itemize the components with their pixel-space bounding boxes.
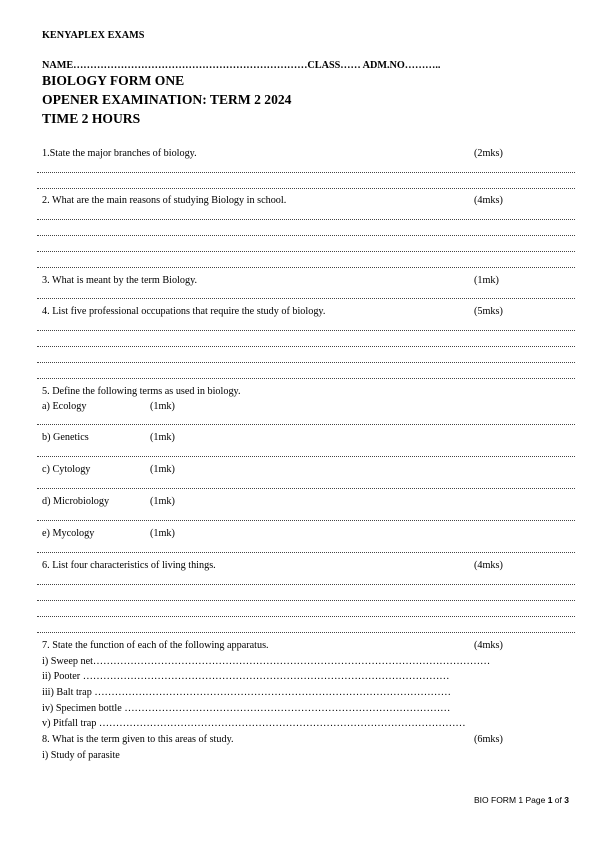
answer-line: [37, 251, 575, 252]
question-8-marks: (6mks): [474, 734, 503, 745]
question-3: 3. What is meant by the term Biology.: [42, 275, 198, 286]
q7-specimen-bottle: iv) Specimen bottle ……………………………………………………………………………………: [42, 703, 451, 714]
q7-balt-trap: iii) Balt trap ……………………………………………………………………………………………: [42, 687, 451, 698]
question-2: 2. What are the main reasons of studying Biology in school.: [42, 195, 287, 206]
q5-term-microbiology: d) Microbiology: [42, 496, 110, 507]
page-footer: [474, 795, 569, 805]
answer-line: [37, 235, 575, 236]
answer-line: [37, 616, 575, 617]
question-2-marks: (4mks): [474, 195, 503, 206]
footer-page-total: 3: [564, 795, 569, 805]
question-4: 4. List five professional occupations that require the study of biology.: [42, 306, 326, 317]
question-6: 6. List four characteristics of living things.: [42, 560, 216, 571]
answer-line: [37, 219, 575, 220]
q7-pitfall-trap: v) Pitfall trap ………………………………………………………………………………………………: [42, 718, 466, 729]
question-3-marks: (1mk): [474, 275, 499, 286]
q5-term-marks: (1mk): [150, 401, 175, 412]
answer-line: [37, 584, 575, 585]
q5-term-marks: (1mk): [150, 432, 175, 443]
exam-subtitle: OPENER EXAMINATION: TERM 2 2024: [42, 92, 292, 107]
footer-of: of: [552, 795, 565, 805]
exam-title: BIOLOGY FORM ONE: [42, 73, 185, 88]
student-details-line: NAME……………………………………………………………CLASS…… ADM.NO………..: [42, 60, 441, 71]
answer-line: [37, 488, 575, 489]
footer-prefix: BIO FORM 1 Page: [474, 795, 548, 805]
answer-line: [37, 600, 575, 601]
q5-term-marks: (1mk): [150, 496, 175, 507]
q5-term-marks: (1mk): [150, 464, 175, 475]
answer-line: [37, 172, 575, 173]
answer-line: [37, 267, 575, 268]
answer-line: [37, 520, 575, 521]
answer-line: [37, 188, 575, 189]
footer-page-number: 1: [547, 795, 553, 805]
exam-org: KENYAPLEX EXAMS: [42, 30, 145, 41]
q7-pooter: ii) Pooter ………………………………………………………………………………………………: [42, 671, 450, 682]
q5-term-marks: (1mk): [150, 528, 175, 539]
question-7-marks: (4mks): [474, 640, 503, 651]
question-8: 8. What is the term given to this areas of study.: [42, 734, 234, 745]
q5-term-ecology: a) Ecology: [42, 401, 87, 412]
answer-line: [37, 456, 575, 457]
answer-line: [37, 632, 575, 633]
answer-line: [37, 378, 575, 379]
question-1: 1.State the major branches of biology.: [42, 148, 197, 159]
q5-term-cytology: c) Cytology: [42, 464, 91, 475]
answer-line: [37, 552, 575, 553]
exam-duration: TIME 2 HOURS: [42, 111, 141, 126]
question-5: 5. Define the following terms as used in biology.: [42, 386, 241, 397]
q5-term-mycology: e) Mycology: [42, 528, 95, 539]
question-7: 7. State the function of each of the following apparatus.: [42, 640, 269, 651]
answer-line: [37, 424, 575, 425]
q8-parasite: i) Study of parasite: [42, 750, 120, 761]
q7-sweep-net: i) Sweep net………………………………………………………………………………………………………: [42, 656, 491, 667]
answer-line: [37, 330, 575, 331]
question-6-marks: (4mks): [474, 560, 503, 571]
answer-line: [37, 346, 575, 347]
answer-line: [37, 362, 575, 363]
answer-line: [37, 298, 575, 299]
q5-term-genetics: b) Genetics: [42, 432, 89, 443]
question-4-marks: (5mks): [474, 306, 503, 317]
question-1-marks: (2mks): [474, 148, 503, 159]
